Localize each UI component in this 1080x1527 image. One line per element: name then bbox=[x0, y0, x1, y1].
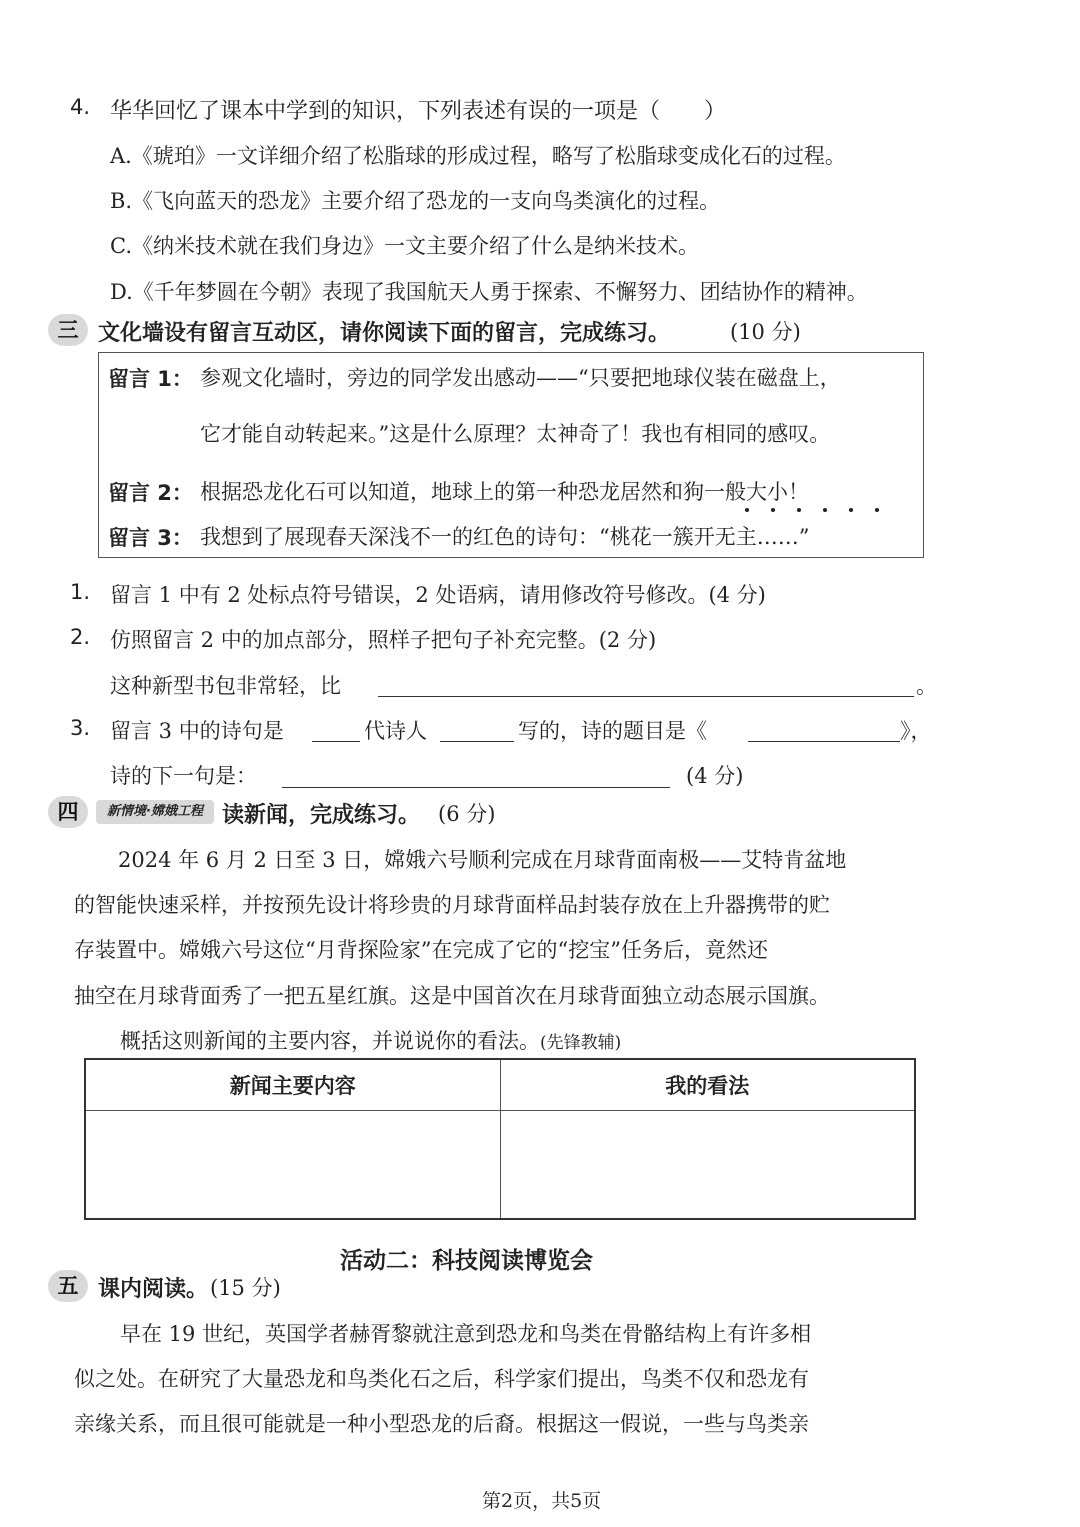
item-3-part-e: 诗的下一句是： bbox=[110, 764, 257, 788]
item-3-part-b: 代诗人 bbox=[364, 719, 427, 743]
section-title-4: 读新闻，完成练习。 bbox=[222, 803, 421, 828]
item-number-2: 2. bbox=[70, 625, 91, 649]
option-a: A.《琥珀》一文详细介绍了松脂球的形成过程，略写了松脂球变成化石的过程。 bbox=[110, 144, 846, 168]
news-line-3: 存装置中。嫦娥六号这位“月背探险家”在完成了它的“挖宝”任务后，竟然还 bbox=[74, 938, 768, 962]
item-3-part-d: 》， bbox=[900, 719, 932, 743]
message-2-post: ！ bbox=[788, 480, 809, 504]
item-2-end: 。 bbox=[916, 674, 937, 698]
answer-blank-title[interactable] bbox=[748, 741, 900, 742]
item-3-part-a: 留言 3 中的诗句是 bbox=[110, 719, 284, 743]
reading-line-3: 亲缘关系，而且很可能就是一种小型恐龙的后裔。根据这一假说，一些与鸟类亲 bbox=[74, 1412, 809, 1436]
emphasis-dot bbox=[823, 508, 827, 512]
message-2-pre: 根据恐龙化石可以知道，地球上的第一种恐龙居然 bbox=[200, 480, 662, 504]
task-note: (先锋教辅) bbox=[540, 1033, 622, 1053]
section-badge-3: 三 bbox=[48, 314, 88, 346]
section-badge-4: 四 bbox=[48, 796, 88, 828]
emphasis-dot bbox=[771, 508, 775, 512]
table-header-content: 新闻主要内容 bbox=[85, 1059, 500, 1111]
message-1-line-1: 参观文化墙时，旁边的同学发出感动——“只要把地球仪装在磁盘上， bbox=[200, 366, 841, 390]
section-score-3: (10 分) bbox=[730, 320, 801, 344]
message-1-line-2: 它才能自动转起来。”这是什么原理？太神奇了！我也有相同的感叹。 bbox=[200, 422, 831, 446]
option-d: D.《千年梦圆在今朝》表现了我国航天人勇于探索、不懈努力、团结协作的精神。 bbox=[110, 280, 868, 304]
item-3-score: (4 分) bbox=[686, 764, 744, 788]
section-score-5: (15 分) bbox=[210, 1276, 281, 1300]
message-1-label: 留言 1： bbox=[108, 367, 193, 391]
item-2-prompt: 这种新型书包非常轻，比 bbox=[110, 674, 341, 698]
item-text-1: 留言 1 中有 2 处标点符号错误，2 处语病，请用修改符号修改。(4 分) bbox=[110, 583, 766, 607]
task-prompt bbox=[120, 1025, 621, 1055]
emphasis-dot bbox=[745, 508, 749, 512]
answer-blank-next-line[interactable] bbox=[282, 787, 670, 788]
message-2-dotted: 和狗一般大小 bbox=[662, 480, 788, 504]
answer-blank-dynasty[interactable] bbox=[312, 741, 360, 742]
item-number-1: 1. bbox=[70, 580, 91, 604]
context-tag: 新情境·嫦娥工程 bbox=[96, 800, 214, 824]
answer-blank[interactable] bbox=[378, 696, 914, 697]
page-footer: 第2页，共5页 bbox=[482, 1490, 602, 1512]
answer-cell-content[interactable] bbox=[85, 1111, 500, 1220]
section-title-5: 课内阅读。 bbox=[98, 1277, 209, 1302]
section-title-3: 文化墙设有留言互动区，请你阅读下面的留言，完成练习。 bbox=[98, 321, 671, 346]
answer-cell-opinion[interactable] bbox=[500, 1111, 915, 1220]
emphasis-dot bbox=[875, 508, 879, 512]
item-text-2: 仿照留言 2 中的加点部分，照样子把句子补充完整。(2 分) bbox=[110, 628, 657, 652]
option-c: C.《纳米技术就在我们身边》一文主要介绍了什么是纳米技术。 bbox=[110, 234, 699, 258]
message-3-label: 留言 3： bbox=[108, 526, 193, 550]
section-score-4: (6 分) bbox=[438, 802, 496, 826]
reading-line-1: 早在 19 世纪，英国学者赫胥黎就注意到恐龙和鸟类在骨骼结构上有许多相 bbox=[120, 1322, 812, 1346]
message-2-text bbox=[200, 476, 809, 506]
table-header-opinion: 我的看法 bbox=[500, 1059, 915, 1111]
message-3-text: 我想到了展现春天深浅不一的红色的诗句：“桃花一簇开无主……” bbox=[200, 525, 810, 549]
reading-line-2: 似之处。在研究了大量恐龙和鸟类化石之后，科学家们提出，鸟类不仅和恐龙有 bbox=[74, 1367, 809, 1391]
question-stem: 华华回忆了课本中学到的知识，下列表述有误的一项是（ ） bbox=[110, 99, 727, 124]
news-line-4: 抽空在月球背面秀了一把五星红旗。这是中国首次在月球背面独立动态展示国旗。 bbox=[74, 984, 830, 1008]
emphasis-dot bbox=[849, 508, 853, 512]
item-number-3: 3. bbox=[70, 716, 91, 740]
activity-title: 活动二：科技阅读博览会 bbox=[340, 1248, 593, 1274]
news-line-1: 2024 年 6 月 2 日至 3 日，嫦娥六号顺利完成在月球背面南极——艾特肯盆地 bbox=[118, 848, 847, 872]
news-line-2: 的智能快速采样，并按预先设计将珍贵的月球背面样品封装存放在上升器携带的贮 bbox=[74, 893, 830, 917]
item-3-part-c: 写的，诗的题目是《 bbox=[518, 719, 707, 743]
answer-table bbox=[84, 1058, 916, 1220]
section-badge-5: 五 bbox=[48, 1270, 88, 1302]
emphasis-dot bbox=[797, 508, 801, 512]
option-b: B.《飞向蓝天的恐龙》主要介绍了恐龙的一支向鸟类演化的过程。 bbox=[110, 189, 721, 213]
question-number: 4. bbox=[70, 95, 91, 119]
answer-blank-poet[interactable] bbox=[440, 741, 514, 742]
task-text: 概括这则新闻的主要内容，并说说你的看法。 bbox=[120, 1029, 540, 1053]
message-2-label: 留言 2： bbox=[108, 481, 193, 505]
